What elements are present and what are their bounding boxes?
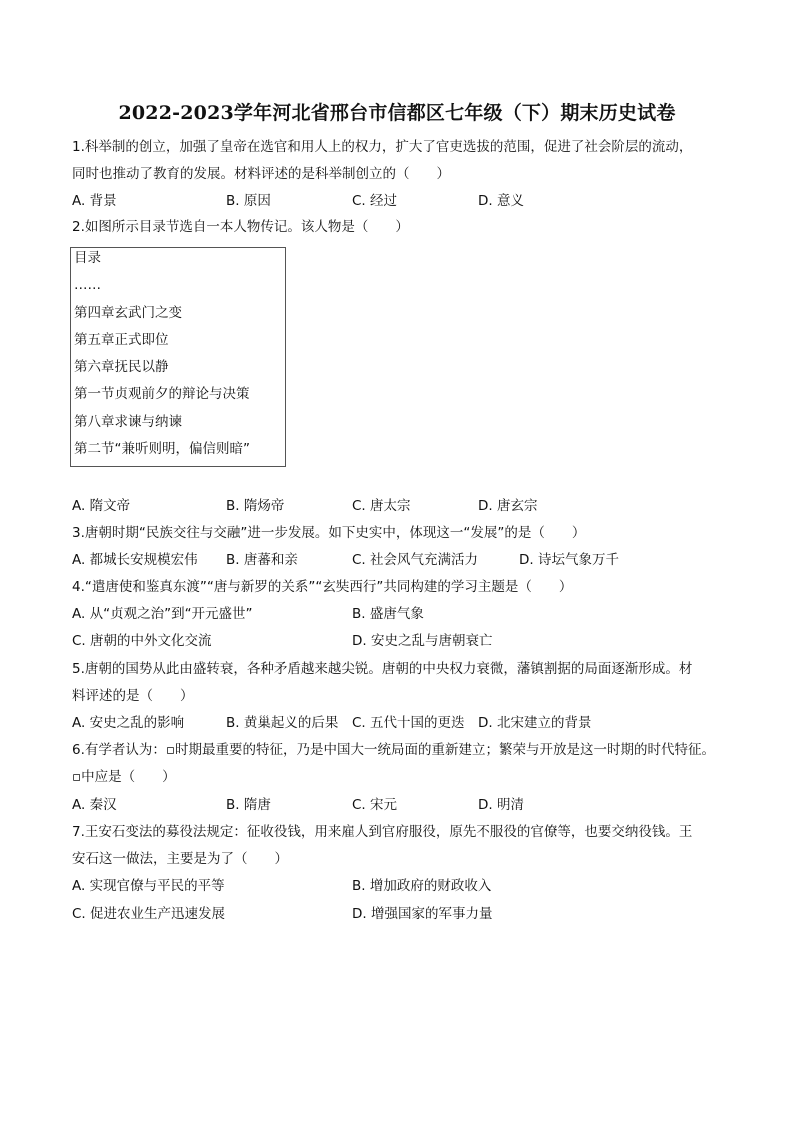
option-d: D. 增强国家的军事力量 [352,906,493,922]
option-b: B. 隋炀帝 [226,498,285,514]
question-stem-line: 3.唐朝时期“民族交往与交融”进一步发展。如下史实中，体现这一“发展”的是（ ） [72,525,586,541]
option-a: A. 安史之乱的影响 [72,715,185,731]
question-stem-line: 7.王安石变法的募役法规定：征收役钱，用来雇人到官府服役，原先不服役的官僚等，也要交纳役钱。王 [72,824,693,840]
option-c: C. 社会风气充满活力 [352,552,479,568]
toc-entry: 第四章玄武门之变 [74,305,182,321]
toc-entry: 第一节贞观前夕的辩论与决策 [74,386,250,402]
option-c: C. 五代十国的更迭 [352,715,465,731]
question-stem-line: 2.如图所示目录节选自一本人物传记。该人物是（ ） [72,219,409,235]
option-d: D. 安史之乱与唐朝衰亡 [352,633,493,649]
toc-entry: 第六章抚民以静 [74,359,169,375]
question-stem-line: 同时也推动了教育的发展。材料评述的是科举制创立的（ ） [72,166,450,182]
question-stem-line: 1.科举制的创立，加强了皇帝在选官和用人上的权力，扩大了官吏选拔的范围，促进了社会阶层的流动， [72,139,693,155]
option-a: A. 实现官僚与平民的平等 [72,878,225,894]
option-a: A. 背景 [72,193,117,209]
option-d: D. 北宋建立的背景 [478,715,592,731]
option-b: B. 原因 [226,193,271,209]
option-a: A. 秦汉 [72,797,117,813]
toc-entry: 第五章正式即位 [74,332,169,348]
option-c: C. 经过 [352,193,398,209]
option-d: D. 明清 [478,797,524,813]
option-b: B. 盛唐气象 [352,606,424,622]
toc-ellipsis: …… [74,277,101,293]
option-d: D. 唐玄宗 [478,498,538,514]
option-c: C. 宋元 [352,797,398,813]
option-a: A. 都城长安规模宏伟 [72,552,198,568]
question-stem-line: 4.“遣唐使和鉴真东渡”“唐与新罗的关系”“玄奘西行”共同构建的学习主题是（ ） [72,579,573,595]
option-c: C. 唐太宗 [352,498,411,514]
question-stem-line: 安石这一做法，主要是为了（ ） [72,851,288,867]
table-of-contents-box [70,247,286,467]
option-b: B. 唐蕃和亲 [226,552,298,568]
option-c: C. 促进农业生产迅速发展 [72,906,226,922]
option-c: C. 唐朝的中外文化交流 [72,633,212,649]
toc-heading: 目录 [74,250,101,266]
toc-entry: 第八章求谏与纳谏 [74,414,182,430]
option-a: A. 从“贞观之治”到“开元盛世” [72,606,253,622]
option-a: A. 隋文帝 [72,498,131,514]
question-stem-line: ▫中应是（ ） [72,769,176,785]
option-b: B. 黄巢起义的后果 [226,715,339,731]
option-b: B. 增加政府的财政收入 [352,878,492,894]
question-stem-line: 6.有学者认为：▫时期最重要的特征，乃是中国大一统局面的重新建立；繁荣与开放是这一时期的时代特征。 [72,742,716,758]
page-title: 2022-2023学年河北省邢台市信都区七年级（下）期末历史试卷 [118,102,676,124]
option-d: D. 意义 [478,193,524,209]
question-stem-line: 5.唐朝的国势从此由盛转衰，各种矛盾越来越尖锐。唐朝的中央权力衰微，藩镇割据的局面逐渐形成。材 [72,661,693,677]
option-d: D. 诗坛气象万千 [519,552,619,568]
toc-entry: 第二节“兼听则明，偏信则暗” [74,441,250,457]
question-stem-line: 料评述的是（ ） [72,688,194,704]
option-b: B. 隋唐 [226,797,271,813]
